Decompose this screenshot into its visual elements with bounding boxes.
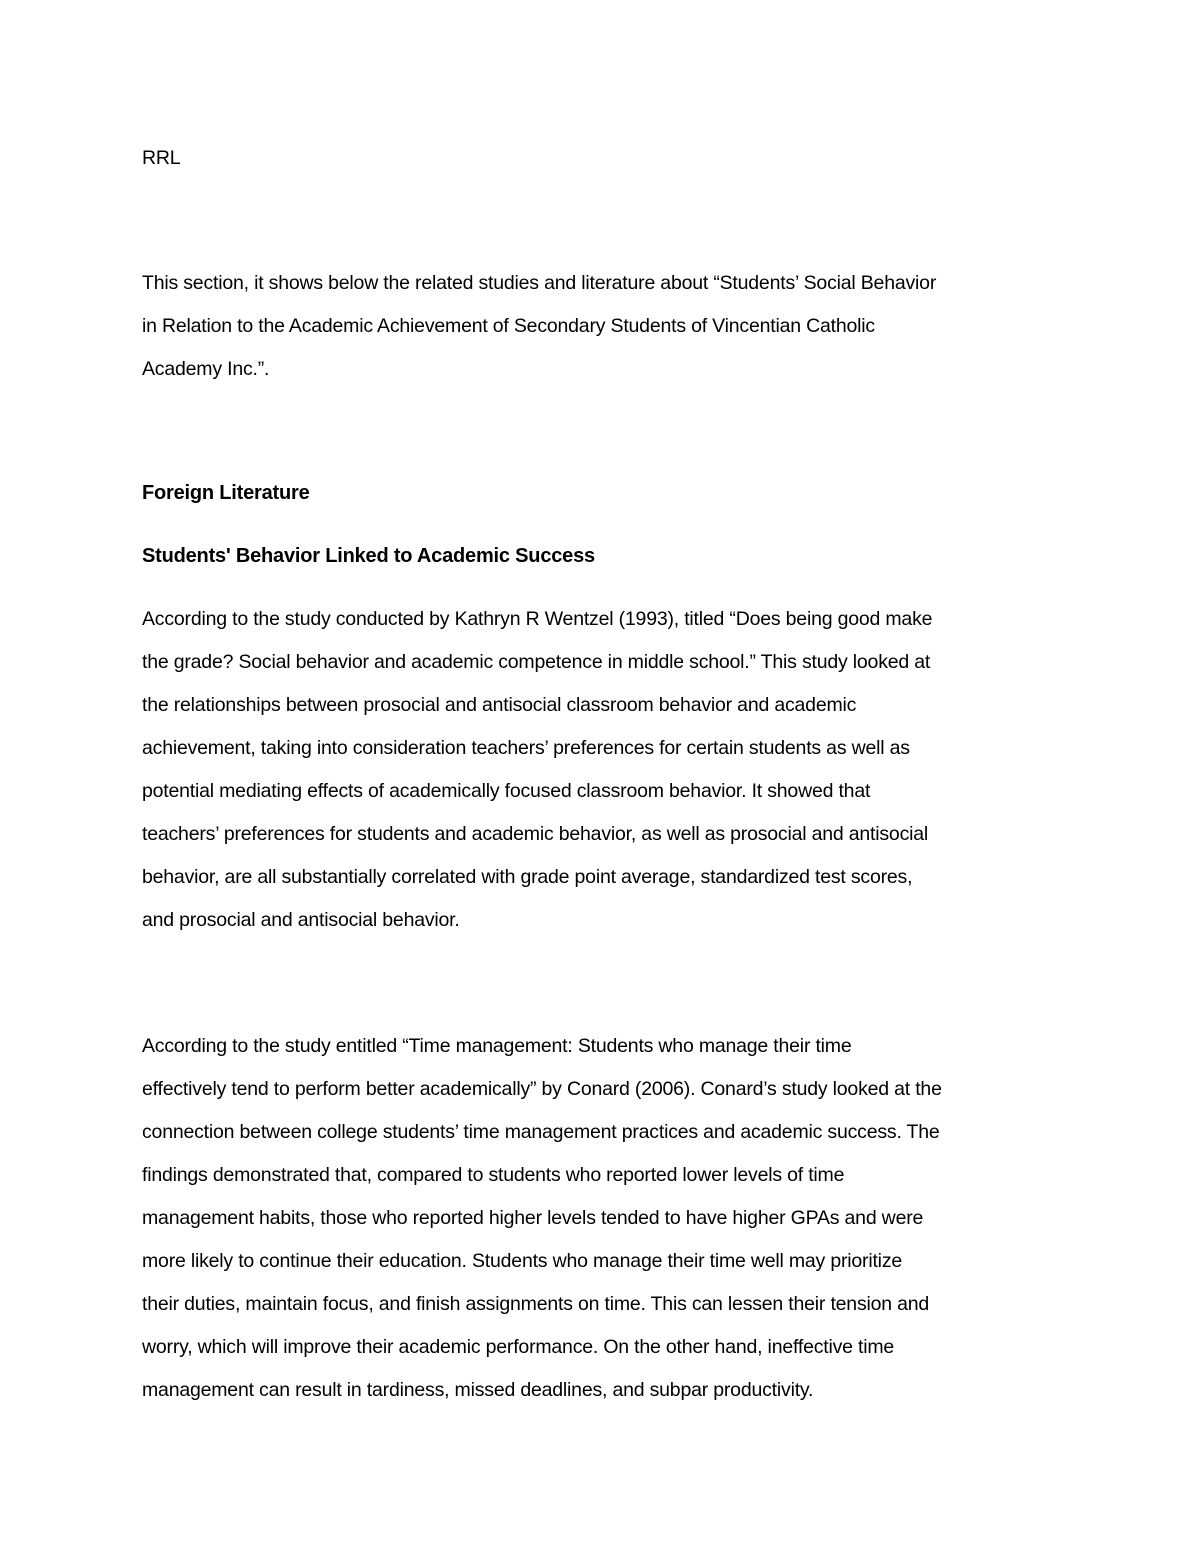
- paragraph-line: their duties, maintain focus, and finish assignments on time. This can lessen their tension and: [142, 1293, 930, 1315]
- paragraph-line: teachers’ preferences for students and academic behavior, as well as prosocial and antisocial: [142, 823, 929, 845]
- paragraph-line: the grade? Social behavior and academic competence in middle school.” This study looked at: [142, 651, 931, 673]
- paragraph-line: According to the study conducted by Kathryn R Wentzel (1993), titled “Does being good make: [142, 608, 933, 630]
- section-heading: Foreign Literature: [142, 482, 310, 504]
- paragraph-line: connection between college students’ time management practices and academic success. The: [142, 1121, 940, 1143]
- paragraph-line: management habits, those who reported higher levels tended to have higher GPAs and were: [142, 1207, 924, 1229]
- paragraph-line: worry, which will improve their academic performance. On the other hand, ineffective time: [142, 1336, 895, 1358]
- paragraph-line: behavior, are all substantially correlated with grade point average, standardized test scores,: [142, 866, 913, 888]
- intro-line: Academy Inc.”.: [142, 358, 270, 380]
- paragraph-line: the relationships between prosocial and antisocial classroom behavior and academic: [142, 694, 857, 716]
- paragraph-line: findings demonstrated that, compared to students who reported lower levels of time: [142, 1164, 845, 1186]
- paragraph-line: achievement, taking into consideration teachers’ preferences for certain students as well as: [142, 737, 910, 759]
- paragraph-line: and prosocial and antisocial behavior.: [142, 909, 460, 931]
- document-title: RRL: [142, 147, 181, 169]
- paragraph-line: effectively tend to perform better academically” by Conard (2006). Conard’s study looked at the: [142, 1078, 942, 1100]
- intro-line: This section, it shows below the related studies and literature about “Students’ Social Behavior: [142, 272, 937, 294]
- paragraph-line: potential mediating effects of academically focused classroom behavior. It showed that: [142, 780, 871, 802]
- paragraph-line: According to the study entitled “Time management: Students who manage their time: [142, 1035, 852, 1057]
- subsection-heading: Students' Behavior Linked to Academic Success: [142, 545, 595, 567]
- intro-line: in Relation to the Academic Achievement of Secondary Students of Vincentian Catholic: [142, 315, 875, 337]
- paragraph-line: more likely to continue their education. Students who manage their time well may prioritize: [142, 1250, 903, 1272]
- paragraph-line: management can result in tardiness, missed deadlines, and subpar productivity.: [142, 1379, 814, 1401]
